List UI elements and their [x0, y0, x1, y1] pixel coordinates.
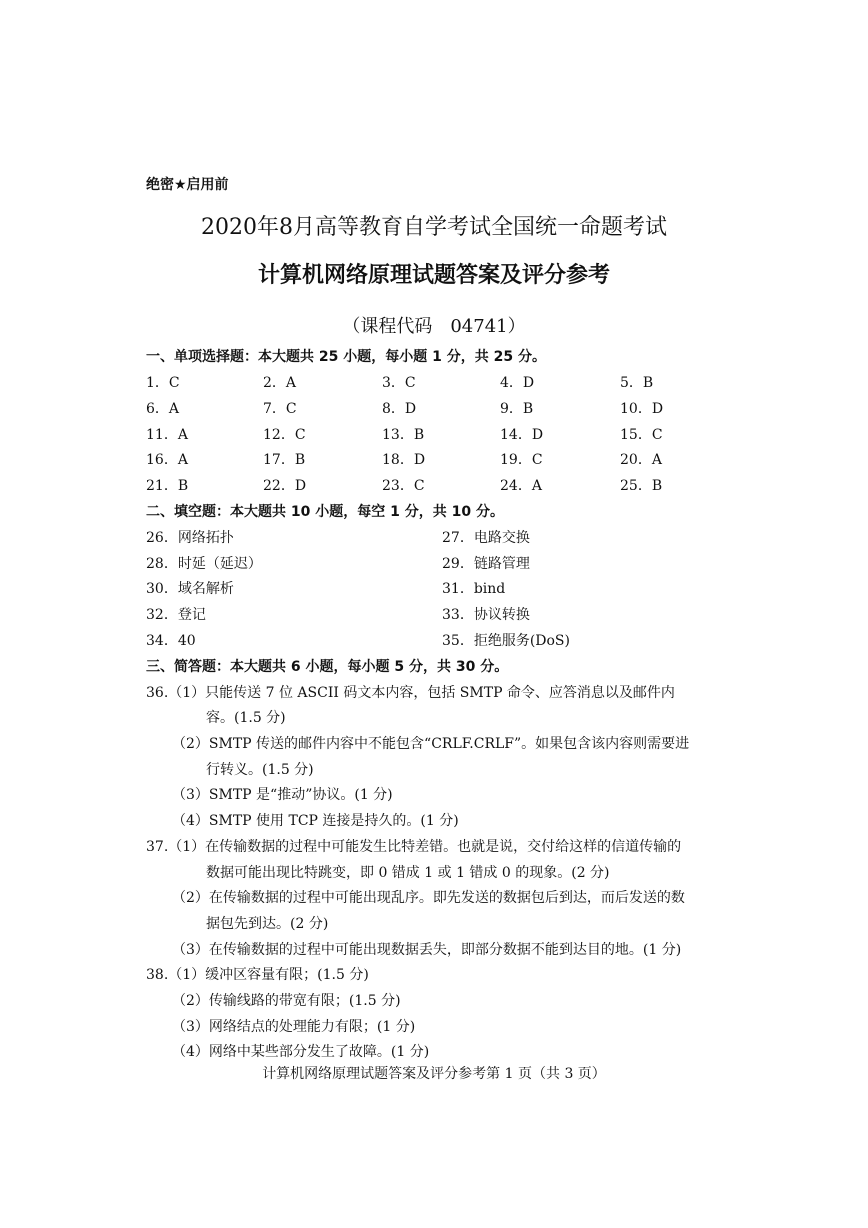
- section1-heading: 一、单项选择题：本大题共 25 小题，每小题 1 分，共 25 分。: [146, 349, 546, 365]
- answer-line: （2）SMTP 传送的邮件内容中不能包含“CRLF.CRLF”。如果包含该内容则需要进: [172, 736, 690, 752]
- answer-line: （3）网络结点的处理能力有限；(1 分): [172, 1019, 416, 1035]
- mc-answer: 4．D: [500, 375, 535, 391]
- answer-line: 行转义。(1.5 分): [206, 762, 314, 778]
- answer-line: （3）在传输数据的过程中可能出现数据丢失，即部分数据不能到达目的地。(1 分): [172, 942, 682, 958]
- answer-line: 36.（1）只能传送 7 位 ASCII 码文本内容，包括 SMTP 命令、应答消息以及邮件内: [146, 685, 675, 701]
- answer-line: 容。(1.5 分): [206, 710, 286, 726]
- mc-answer: 20．A: [620, 452, 662, 468]
- mc-answer: 5．B: [620, 375, 654, 391]
- mc-answer: 22．D: [263, 478, 307, 494]
- fill-answer: 32．登记: [146, 607, 206, 623]
- mc-answer: 11．A: [146, 427, 188, 443]
- fill-answer: 30．域名解析: [146, 581, 234, 597]
- fill-answer: 27．电路交换: [442, 530, 530, 546]
- mc-answer: 21．B: [146, 478, 189, 494]
- mc-answer: 3．C: [382, 375, 416, 391]
- mc-answer: 18．D: [382, 452, 426, 468]
- fill-answer: 34．40: [146, 633, 196, 649]
- mc-answer: 10．D: [620, 401, 664, 417]
- fill-answer: 31．bind: [442, 581, 506, 597]
- mc-answer: 19．C: [500, 452, 543, 468]
- mc-answer: 14．D: [500, 427, 544, 443]
- mc-answer: 7．C: [263, 401, 297, 417]
- fill-answer: 28．时延（延迟）: [146, 556, 262, 572]
- answer-line: 37.（1）在传输数据的过程中可能发生比特差错。也就是说，交付给这样的信道传输的: [146, 839, 682, 855]
- mc-answer: 23．C: [382, 478, 425, 494]
- mc-answer: 2．A: [263, 375, 297, 391]
- exam-title: 2020年8月高等教育自学考试全国统一命题考试: [201, 215, 667, 240]
- mc-answer: 15．C: [620, 427, 663, 443]
- mc-answer: 1．C: [146, 375, 180, 391]
- answer-line: 38.（1）缓冲区容量有限；(1.5 分): [146, 967, 369, 983]
- secret-label: 绝密★启用前: [146, 177, 229, 193]
- answer-line: （2）传输线路的带宽有限；(1.5 分): [172, 993, 401, 1009]
- answer-line: 数据可能出现比特跳变，即 0 错成 1 或 1 错成 0 的现象。(2 分): [206, 865, 610, 881]
- mc-answer: 9．B: [500, 401, 534, 417]
- page-footer: 计算机网络原理试题答案及评分参考第 1 页（共 3 页）: [262, 1066, 606, 1082]
- section3-heading: 三、简答题：本大题共 6 小题，每小题 5 分，共 30 分。: [146, 659, 509, 675]
- answer-line: （4）SMTP 使用 TCP 连接是持久的。(1 分): [172, 813, 459, 829]
- course-code: （课程代码 04741）: [342, 316, 526, 337]
- mc-answer: 6．A: [146, 401, 180, 417]
- answer-key-title: 计算机网络原理试题答案及评分参考: [257, 263, 610, 288]
- mc-answer: 12．C: [263, 427, 306, 443]
- section2-heading: 二、填空题：本大题共 10 小题，每空 1 分，共 10 分。: [146, 504, 504, 520]
- fill-answer: 29．链路管理: [442, 556, 530, 572]
- answer-line: （4）网络中某些部分发生了故障。(1 分): [172, 1044, 430, 1060]
- mc-answer: 13．B: [382, 427, 425, 443]
- answer-line: （2）在传输数据的过程中可能出现乱序。即先发送的数据包后到达，而后发送的数: [172, 890, 685, 906]
- mc-answer: 8．D: [382, 401, 417, 417]
- answer-line: 据包先到达。(2 分): [206, 916, 329, 932]
- mc-answer: 25．B: [620, 478, 663, 494]
- fill-answer: 26．网络拓扑: [146, 530, 234, 546]
- fill-answer: 35．拒绝服务(DoS): [442, 633, 570, 649]
- fill-answer: 33．协议转换: [442, 607, 530, 623]
- mc-answer: 24．A: [500, 478, 542, 494]
- mc-answer: 17．B: [263, 452, 306, 468]
- mc-answer: 16．A: [146, 452, 188, 468]
- answer-line: （3）SMTP 是“推动”协议。(1 分): [172, 787, 393, 803]
